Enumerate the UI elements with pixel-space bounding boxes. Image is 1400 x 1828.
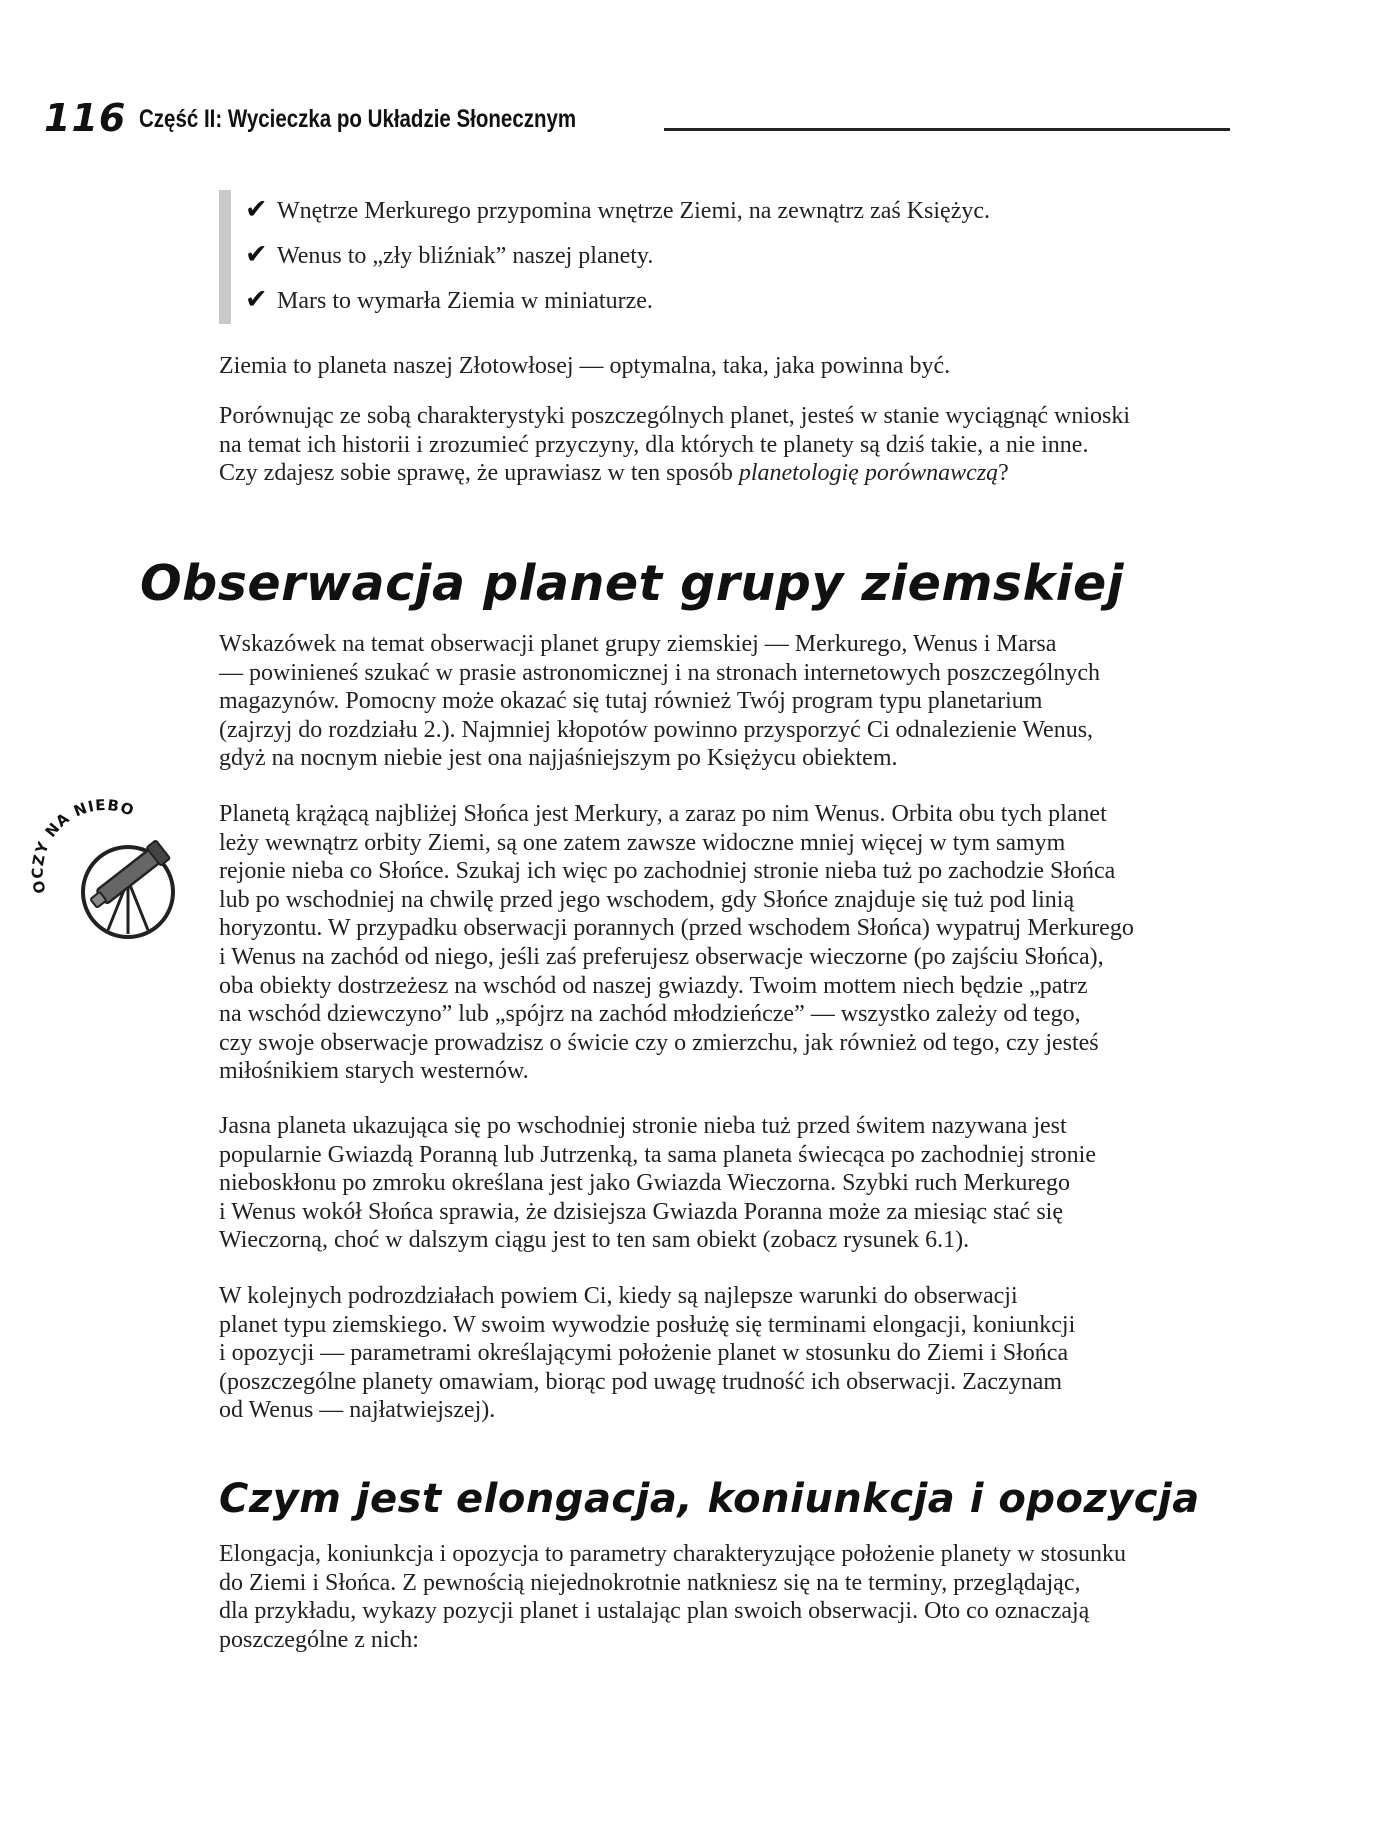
checklist-block xyxy=(219,190,1119,324)
checklist-item xyxy=(245,235,653,275)
intro-paragraph-1: Ziemia to planeta naszej Złotowłosej — optymalna, taka, jaka powinna być. xyxy=(219,353,951,379)
checklist-item xyxy=(245,190,990,230)
checklist-item-text: Wenus to „zły bliźniak” naszej planety. xyxy=(277,243,654,269)
checklist-item-text: Mars to wymarła Ziemia w miniaturze. xyxy=(277,288,653,314)
section-paragraph-4: W kolejnych podrozdziałach powiem Ci, kiedy są najlepsze warunki do obserwacji planet typu ziemskiego. W swoim wywodzie posłużę się terminami elongacji, koniunkcji i opozycji — parametrami określającymi położenie planet w stosunku do Ziemi i Słońca (poszczególne planety omawiam, biorąc pod uwagę trudność ich obserwacji. Zaczynam od Wenus — najłatwiejszej). xyxy=(219,1283,1076,1424)
icon-label: OCZY NA NIEBO xyxy=(28,795,137,896)
emphasis-term: planetologię porównawczą xyxy=(738,460,999,487)
page-number: 116 xyxy=(44,96,127,140)
checkmark-icon: ✔ xyxy=(245,239,268,270)
telescope-icon xyxy=(24,792,184,942)
checklist-side-bar xyxy=(219,190,231,324)
subsection-paragraph-1: Elongacja, koniunkcja i opozycja to parametry charakteryzujące położenie planety w stosunku do Ziemi i Słońca. Z pewnością niejednokrotnie natkniesz się na te terminy, przeglądając, dla przykładu, wykazy pozycji planet i ustalając plan swoich obserwacji. Oto co oznaczają poszczególne z nich: xyxy=(219,1541,1126,1653)
section-paragraph-1: Wskazówek na temat obserwacji planet grupy ziemskiej — Merkurego, Wenus i Marsa — powinieneś szukać w prasie astronomicznej i na stronach internetowych poszczególnych magazynów. Pomocny może okazać się tutaj również Twój program typu planetarium (zajrzyj do rozdziału 2.). Najmniej kłopotów powinno przysporzyć Ci odnalezienie Wenus, gdyż na nocnym niebie jest ona najjaśniejszym po Księżycu obiektem. xyxy=(219,631,1101,772)
running-header xyxy=(44,98,1230,138)
section-paragraph-3: Jasna planeta ukazująca się po wschodniej stronie nieba tuż przed świtem nazywana jest popularnie Gwiazdą Poranną lub Jutrzenką, ta sama planeta świecąca po zachodniej stronie nieboskłonu po zmroku określana jest jako Gwiazda Wieczorna. Szybki ruch Merkurego i Wenus wokół Słońca sprawia, że dzisiejsza Gwiazda Poranna może za miesiąc stać się Wieczorną, choć w dalszym ciągu jest to ten sam obiekt (zobacz rysunek 6.1). xyxy=(219,1113,1096,1254)
checklist-item xyxy=(245,280,653,320)
subsection-heading: Czym jest elongacja, koniunkcja i opozycja xyxy=(219,1476,1200,1522)
intro-paragraph-2: Porównując ze sobą charakterystyki poszczególnych planet, jesteś w stanie wyciągnąć wnioski na temat ich historii i zrozumieć przyczyny, dla których te planety są dziś takie, a nie inne. Czy zdajesz sobie sprawę, że uprawiasz w ten sposób planetologię porównawczą? xyxy=(219,403,1131,487)
section-heading: Obserwacja planet grupy ziemskiej xyxy=(140,555,1125,612)
running-title: Część II: Wycieczka po Układzie Słonecznym xyxy=(139,105,577,133)
header-rule xyxy=(664,128,1230,131)
checkmark-icon: ✔ xyxy=(245,284,268,315)
checklist-item-text: Wnętrze Merkurego przypomina wnętrze Ziemi, na zewnątrz zaś Księżyc. xyxy=(277,198,990,224)
checkmark-icon: ✔ xyxy=(245,194,268,225)
section-paragraph-2: Planetą krążącą najbliżej Słońca jest Merkury, a zaraz po nim Wenus. Orbita obu tych planet leży wewnątrz orbity Ziemi, są one zatem zawsze widoczne mniej więcej w tym samym rejonie nieba co Słońce. Szukaj ich więc po zachodniej stronie nieba tuż po zachodzie Słońca lub po wschodniej na chwilę przed jego wschodem, gdy Słońce znajduje się tuż pod linią horyzontu. W przypadku obserwacji porannych (przed wschodem Słońca) wypatruj Merkurego i Wenus na zachód od niego, jeśli zaś preferujesz obserwacje wieczorne (po zajściu Słońca), oba obiekty dostrzeżesz na wschód od naszej gwiazdy. Twoim mottem niech będzie „patrz na wschód dziewczyno” lub „spójrz na zachód młodzieńcze” — wszystko zależy od tego, czy swoje obserwacje prowadzisz o świcie czy o zmierzchu, jak również od tego, czy jesteś miłośnikiem starych westernów. xyxy=(219,801,1134,1085)
